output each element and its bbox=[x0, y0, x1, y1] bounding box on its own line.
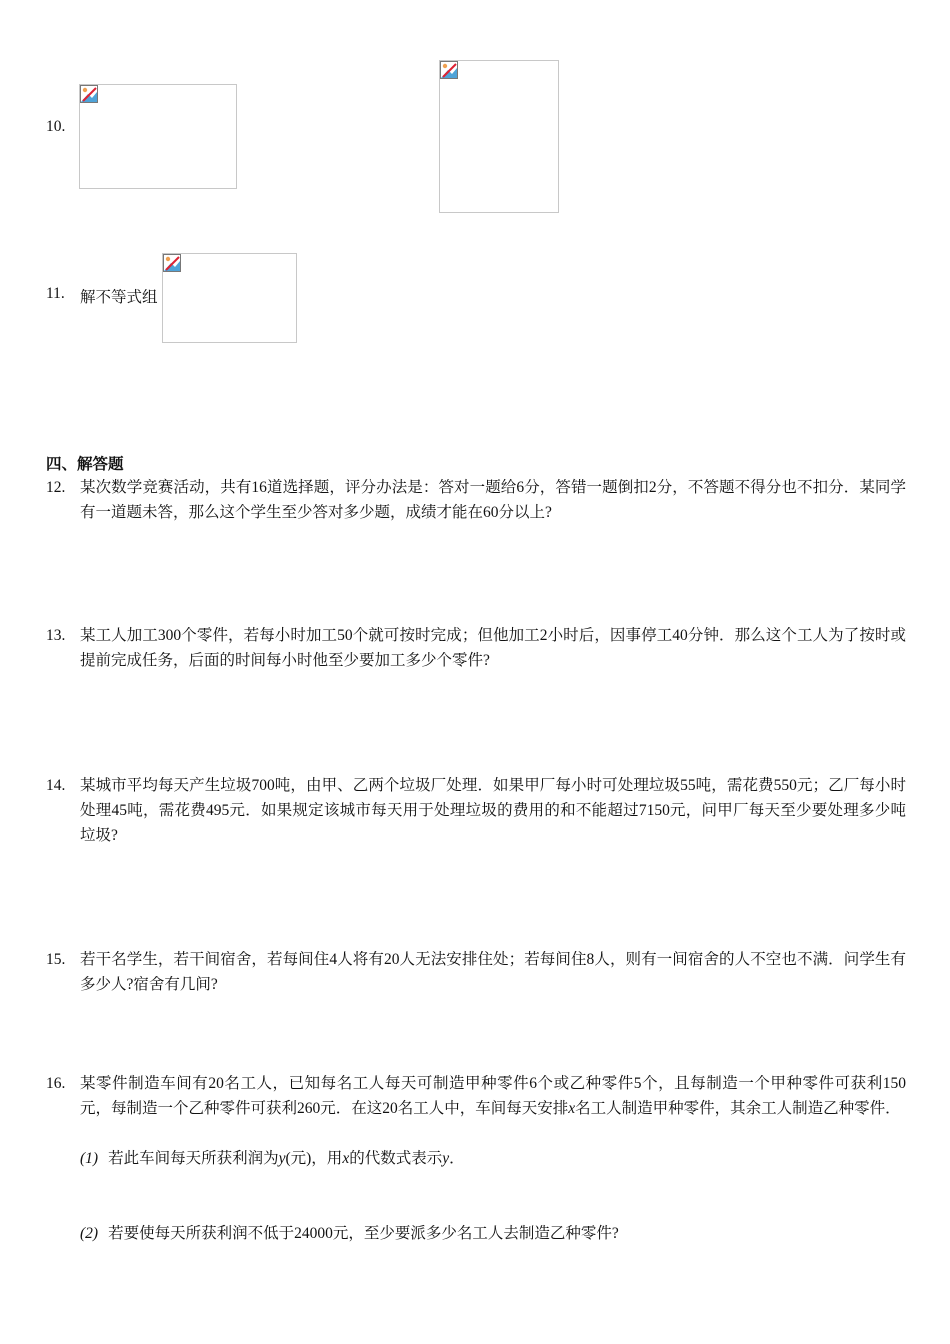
question-15-text: 若干名学生，若干间宿舍，若每间住4人将有20人无法安排住处；若每间住8人，则有一间宿舍的人不空也不满．问学生有多少人?宿舍有几间? bbox=[80, 951, 906, 993]
question-13-text: 某工人加工300个零件，若每小时加工50个就可按时完成；但他加工2小时后，因事停工40分钟．那么这个工人为了按时或提前完成任务，后面的时间每小时他至少要加工多少个零件? bbox=[80, 627, 906, 669]
question-12-text: 某次数学竞赛活动，共有16道选择题，评分办法是：答对一题给6分，答错一题倒扣2分，不答题不得分也不扣分．某同学有一道题未答，那么这个学生至少答对多少题，成绩才能在60分以上? bbox=[80, 479, 906, 521]
question-10-figure-1 bbox=[79, 84, 237, 189]
broken-image-icon bbox=[440, 61, 458, 79]
question-10-figure-2 bbox=[439, 60, 559, 213]
broken-image-icon bbox=[163, 254, 181, 272]
question-14-number: 14. bbox=[46, 777, 66, 794]
part-2-label: (2) bbox=[80, 1225, 99, 1242]
question-14-text: 某城市平均每天产生垃圾700吨，由甲、乙两个垃圾厂处理．如果甲厂每小时可处理垃圾55吨，需花费550元；乙厂每小时处理45吨，需花费495元．如果规定该城市每天用于处理垃圾的费用的和不能超过7150元，问甲厂每天至少要处理多少吨垃圾? bbox=[80, 777, 906, 844]
question-16-part-1: (1) 若此车间每天所获利润为y(元)，用x的代数式表示y． bbox=[80, 1150, 465, 1167]
question-12-number: 12. bbox=[46, 479, 66, 496]
question-15-number: 15. bbox=[46, 951, 66, 968]
question-11-text: 解不等式组 bbox=[80, 289, 158, 306]
section-title: 四、解答题 bbox=[46, 456, 124, 473]
question-16-number: 16. bbox=[46, 1075, 66, 1092]
question-13-number: 13. bbox=[46, 627, 66, 644]
part-1-label: (1) bbox=[80, 1150, 99, 1167]
question-11-number: 11. bbox=[46, 285, 65, 302]
question-10-number: 10. bbox=[46, 118, 66, 135]
broken-image-icon bbox=[80, 85, 98, 103]
question-16-text: 某零件制造车间有20名工人，已知每名工人每天可制造甲种零件6个或乙种零件5个，且每制造一个甲种零件可获利150元，每制造一个乙种零件可获利260元．在这20名工人中，车间每天安排x名工人制造甲种零件，其余工人制造乙种零件． bbox=[80, 1075, 906, 1117]
question-11-figure bbox=[162, 253, 297, 343]
question-16-part-2: (2) 若要使每天所获利润不低于24000元，至少要派多少名工人去制造乙种零件? bbox=[80, 1225, 619, 1242]
